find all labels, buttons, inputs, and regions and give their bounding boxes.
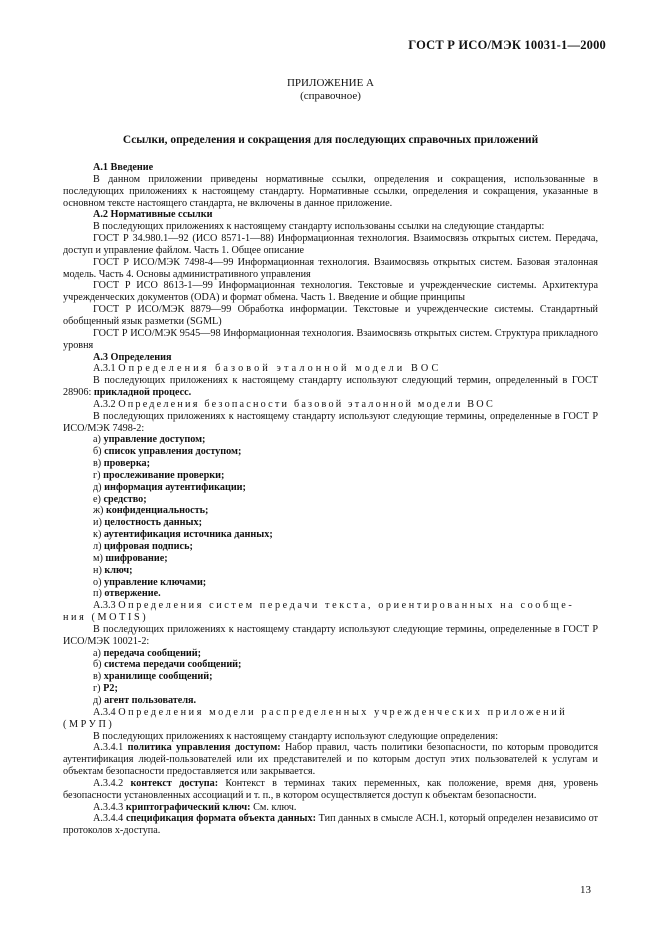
list-marker: ж) [93, 505, 104, 517]
list-item [63, 470, 598, 482]
definition-number: А.3.4.2 [93, 777, 124, 789]
section-title: Ссылки, определения и сокращения для последующих справочных приложений [122, 134, 539, 146]
a33-number: А.3.3 [93, 600, 116, 612]
list-marker: к) [93, 529, 102, 541]
a31-text-main: В последующих приложениях к настоящему стандарту используют следующий термин, определенный в ГОСТ 28906: [63, 375, 598, 399]
a32-number: А.3.2 [93, 398, 116, 410]
a34-definitions [63, 742, 598, 837]
list-item [63, 482, 598, 494]
list-marker: п) [93, 588, 102, 600]
a31-title: Определения базовой эталонной модели ВОС [118, 363, 442, 375]
list-marker: б) [93, 446, 102, 458]
list-term: шифрование; [105, 552, 168, 564]
list-item [63, 458, 598, 470]
list-marker: н) [93, 564, 102, 576]
a31-number: А.3.1 [93, 363, 116, 375]
list-marker: д) [93, 481, 102, 493]
a2-heading: А.2 Нормативные ссылки [93, 209, 213, 221]
list-marker: о) [93, 576, 102, 588]
list-term: конфиденциальность; [105, 505, 209, 517]
list-term: целостность данных; [104, 517, 202, 529]
definition-item [63, 778, 598, 802]
list-term: управление доступом; [103, 434, 206, 446]
definition-text: Контекст в терминах таких переменных, как положение, время дня, уровень безопасности установленных ассоциаций и т. п., в котором осуществляется доступ к объектам безопасности. [63, 777, 599, 801]
list-term: Р2; [103, 683, 118, 695]
a31-term: прикладной процесс. [93, 387, 192, 399]
definition-text: Набор правил, часть политики безопасности, по которым проводится аутентификация людей-пользователей или их представителей и по которым доступ этих пользователей к услугам и объектам безопасности предоставляется или закрывается. [63, 742, 599, 778]
annex-subtitle: (справочное) [300, 90, 361, 102]
definition-text: Тип данных в смысле АСН.1, который определен независимо от протоколов x-доступа. [63, 813, 599, 837]
list-term: управление ключами; [104, 576, 207, 588]
list-term: система передачи сообщений; [104, 659, 242, 671]
list-marker: м) [93, 552, 103, 564]
a34-number: А.3.4 [93, 706, 116, 718]
definition-item [63, 742, 598, 778]
a33-title-cont: ния (MOTIS) [63, 612, 149, 624]
list-term: прослеживание проверки; [103, 469, 225, 481]
list-marker: б) [93, 659, 102, 671]
a1-heading: А.1 Введение [93, 162, 154, 173]
a34-title-cont: (МРУП) [63, 718, 115, 730]
reference-3: ГОСТ Р ИСО 8613-1—99 Информационная технология. Текстовые и учрежденческие системы. Архитектура учрежденческих документов (ODA) и формат обмена. Часть 1. Введение и общие принципы [63, 280, 598, 304]
list-term: средство; [103, 493, 147, 505]
definition-number: А.3.4.3 [93, 801, 124, 813]
definition-item [63, 802, 598, 814]
list-marker: г) [93, 469, 101, 481]
a33-heading [63, 600, 598, 612]
a34-heading [63, 707, 598, 719]
a32-term-list [63, 434, 598, 600]
list-marker: в) [93, 458, 102, 470]
a33-text: В последующих приложениях к настоящему стандарту используют следующие термины, определенные в ГОСТ Р ИСО/МЭК 10021-2: [63, 623, 598, 647]
a31-heading [63, 363, 598, 375]
list-marker: и) [93, 517, 102, 529]
definition-term: спецификация формата объекта данных: [125, 813, 316, 825]
list-term: список управления доступом; [104, 446, 242, 458]
reference-4: ГОСТ Р ИСО/МЭК 8879—99 Обработка информации. Текстовые и учрежденческие системы. Стандартный обобщенный язык разметки (SGML) [63, 304, 598, 327]
a34-text: В последующих приложениях к настоящему стандарту используют следующие определения: [93, 730, 499, 742]
list-marker: а) [93, 647, 101, 659]
list-marker: а) [93, 434, 101, 446]
a32-text: В последующих приложениях к настоящему стандарту используют следующие термины, определенные в ГОСТ Р ИСО/МЭК 7498-2: [63, 410, 598, 434]
a1-text: В данном приложении приведены нормативные ссылки, определения и сокращения, использованные в последующих приложениях к настоящему стандарту. Нормативные ссылки, определения и сокращения, указанные в основном тексте настоящего стандарта, не включены в данное приложение. [63, 173, 598, 209]
list-marker: в) [93, 671, 102, 683]
list-term: агент пользователя. [104, 694, 197, 706]
list-item [63, 505, 598, 517]
definition-term: криптографический ключ: [125, 801, 251, 813]
list-item [63, 659, 598, 671]
list-term: цифровая подпись; [104, 541, 193, 552]
definition-term: контекст доступа: [130, 777, 219, 789]
definition-term: политика управления доступом: [127, 742, 281, 754]
definition-number: А.3.4.1 [93, 742, 124, 754]
list-item [63, 671, 598, 683]
list-item [63, 446, 598, 458]
list-item [63, 565, 598, 577]
a31-text [63, 375, 598, 399]
list-item [63, 553, 598, 565]
a32-heading [63, 399, 598, 411]
a33-title: Определения систем передачи текста, ориентированных на сообще- [118, 600, 575, 612]
list-term: хранилище сообщений; [103, 671, 213, 683]
list-item [63, 648, 598, 660]
definition-text: См. ключ. [253, 801, 297, 813]
reference-1: ГОСТ Р 34.980.1—92 (ИСО 8571-1—88) Информационная технология. Взаимосвязь открытых систем. Передача, доступ и управление файлом. Часть 1. Общее описание [63, 233, 598, 256]
a3-heading: А.3 Определения [93, 351, 172, 363]
list-item [63, 494, 598, 506]
list-item [63, 588, 598, 600]
annex-heading [0, 77, 661, 103]
list-marker: г) [93, 683, 101, 695]
list-item [63, 529, 598, 541]
list-term: проверка; [103, 458, 151, 470]
definition-number: А.3.4.4 [93, 813, 124, 825]
reference-2: ГОСТ Р ИСО/МЭК 7498-4—99 Информационная технология. Взаимосвязь открытых систем. Базовая эталонная модель. Часть 4. Основы административного управления [63, 256, 598, 280]
list-marker: л) [93, 541, 102, 552]
list-term: ключ; [104, 564, 133, 576]
list-term: информация аутентификации; [104, 481, 246, 493]
a2-intro: В последующих приложениях к настоящему стандарту использованы ссылки на следующие стандарты: [93, 221, 545, 233]
list-item [63, 695, 598, 707]
a34-title: Определения модели распределенных учрежденческих приложений [118, 706, 568, 718]
list-item [63, 577, 598, 589]
running-header: ГОСТ Р ИСО/МЭК 10031-1—2000 [408, 38, 606, 52]
list-marker: е) [93, 493, 101, 505]
list-term: отвержение. [104, 588, 161, 600]
a33-term-list [63, 648, 598, 707]
a32-title: Определения безопасности базовой эталонной модели ВОС [118, 398, 495, 410]
list-item [63, 434, 598, 446]
document-body [63, 162, 598, 837]
list-item [63, 517, 598, 529]
list-item [63, 683, 598, 695]
list-marker: д) [93, 694, 102, 706]
list-term: аутентификация источника данных; [103, 529, 273, 541]
annex-title: ПРИЛОЖЕНИЕ А [286, 77, 374, 89]
list-term: передача сообщений; [103, 647, 202, 659]
definition-item [63, 813, 598, 837]
list-item [63, 541, 598, 553]
reference-5: ГОСТ Р ИСО/МЭК 9545—98 Информационная технология. Взаимосвязь открытых систем. Структура прикладного уровня [63, 327, 598, 351]
page-number: 13 [580, 884, 591, 896]
